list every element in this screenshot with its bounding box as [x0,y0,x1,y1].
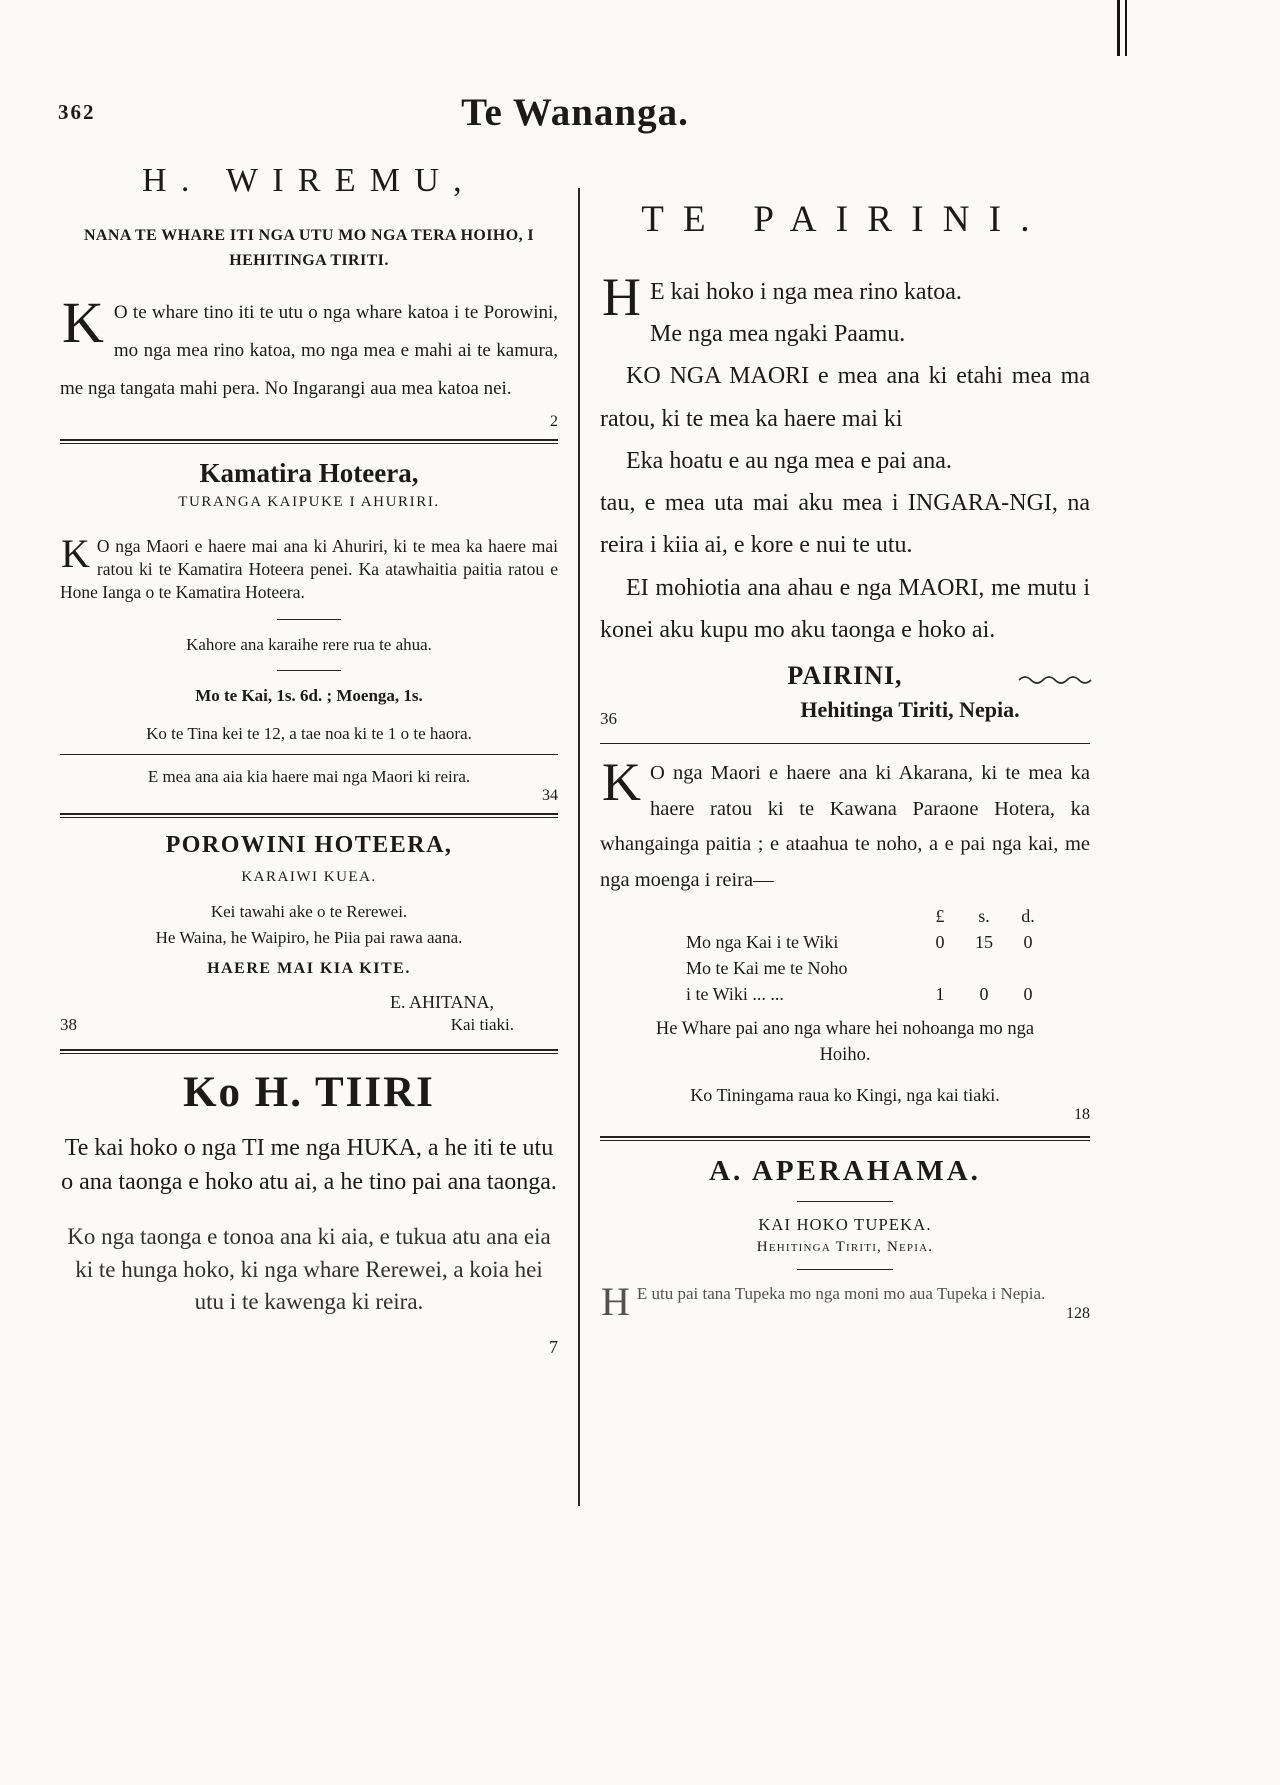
price-row-pence: 0 [1023,931,1033,952]
currency-pound: £ [935,905,945,926]
price-row [686,929,1090,955]
hotel-caretakers: Ko Tiningama raua ko Kingi, nga kai tiaki. [690,1084,1000,1105]
price-row [686,981,1090,1007]
ad-aperahama [600,1155,1090,1323]
ad-tiiri-para2: Ko nga taonga e tonoa ana ki aia, e tukua atu ana eia ki te hunga hoko, ki nga whare Rerewei, a koia hei utu i te kawenga ki reira. [67,1224,551,1315]
ad-pairini-p2: Me nga mea ngaki Paamu. [650,321,906,348]
ad-aperahama-line2: Hehitinga Tiriti, Nepia. [756,1238,934,1255]
ad-tiiri-ref: 7 [549,1337,558,1358]
ad-porowini-subtitle: KARAIWI KUEA. [241,869,377,885]
price-table-header-spacer [686,903,918,929]
ad-aperahama-title: A. APERAHAMA. [709,1154,981,1187]
price-row-pounds: 1 [935,984,945,1005]
ad-kamatira-line2: Mo te Kai, 1s. 6d. ; Moenga, 1s. [195,686,423,705]
rule [60,754,558,755]
rule [60,813,558,818]
rule [60,1049,558,1054]
price-row-shillings: 15 [975,931,993,952]
ad-kamatira-line4: E mea ana aia kia haere mai nga Maori ki reira. [147,767,471,786]
ad-kamatira-ref: 34 [542,787,558,804]
dropcap-h: H [601,1278,630,1324]
ad-kamatira-body [60,530,558,604]
scan-artifact-corner [1117,0,1127,56]
rule [797,1269,893,1270]
rule [600,743,1090,744]
ad-porowini-line2: He Waina, he Waipiro, he Piia pai rawa aana. [155,928,463,947]
ad-porowini [60,832,558,1054]
ad-kamatira-line1: Kahore ana karaihe rere rua te ahua. [186,635,432,654]
currency-shilling: s. [978,905,990,926]
ad-aperahama-line1: KAI HOKO TUPEKA. [758,1214,932,1234]
rule [277,670,341,671]
price-row-pence [1006,955,1050,981]
price-row-pounds [918,955,962,981]
hotel-note [600,1017,1090,1069]
ad-pairini-ref: 36 [600,709,617,729]
dropcap-k: K [602,752,641,813]
ad-porowini-ref: 38 [60,1015,77,1034]
ad-kamatira-body-text: O nga Maori e haere mai ana ki Ahuriri, ki te mea ka haere mai ratou ki te Kamatira Hoteera penei. Ka atawhaitia paitia ratou e Hone Ianga o te Kamatira Hoteera. [60,535,558,602]
ad-tiiri-title: Ko H. TIIRI [183,1069,435,1116]
ad-wiremu-body-text: O te whare tino iti te utu o nga whare katoa i te Porowini, mo nga mea rino katoa, mo nga mea e mahi ai te kamura, me nga tangata mahi pera. No Ingarangi aua mea katoa nei. [60,301,558,400]
ad-wiremu-title: H. WIREMU, [142,162,476,199]
ad-kawana-hotel [600,752,1090,1141]
ad-pairini-title: TE PAIRINI. [641,199,1049,240]
ad-pairini [600,198,1090,744]
hotel-body-text: O nga Maori e haere ana ki Akarana, ki te mea ka haere ratou ki te Kawana Paraone Hotera, ka whangainga paitia ; e ataahua te noho, a e pai nga kai, me nga moenga i reira— [600,762,1090,892]
ad-porowini-role: Kai tiaki. [450,1015,514,1034]
ad-tiiri-para1: Te kai hoko o nga TI me nga HUKA, a he iti te utu o ana taonga e hoko atu ai, a he tino pai ana taonga. [61,1135,557,1196]
ad-kamatira-title: Kamatira Hoteera, [199,457,419,488]
ad-pairini-p1: E kai hoko i nga mea rino katoa. [650,279,962,305]
ad-wiremu-subtitle: NANA TE WHARE ITI NGA UTU MO NGA TERA HOIHO, I HEHITINGA TIRITI. [83,227,535,269]
price-row-pence: 0 [1023,984,1033,1005]
hotel-note-line2: Hoiho. [819,1045,871,1065]
hotel-note-line1: He Whare pai ano nga whare hei nohoanga mo nga [655,1019,1035,1040]
ad-porowini-line1: Kei tawahi ake o te Rerewei. [210,902,408,921]
ad-porowini-footer [60,1013,558,1041]
price-row-pounds: 0 [935,931,945,952]
dropcap-k: K [61,530,90,576]
ad-pairini-p4: Eka hoatu e au nga mea e pai ana. [626,447,952,474]
ad-pairini-signature: PAIRINI, [787,661,903,691]
rule [797,1201,893,1202]
ad-kamatira [60,458,558,818]
column-divider-rule [578,188,580,1506]
ad-wiremu [60,162,558,444]
ad-porowini-call: HAERE MAI KIA KITE. [207,960,411,977]
ad-pairini-lead [600,267,1090,355]
ad-tiiri [60,1068,558,1358]
rule [277,619,341,620]
ad-aperahama-ref: 128 [1066,1304,1090,1322]
ad-pairini-address: Hehitinga Tiriti, Nepia. [800,697,1020,723]
price-table [686,903,1090,1007]
ad-pairini-body [600,267,1090,651]
ad-pairini-p3: KO NGA MAORI e mea ana ki etahi mea ma ratou, ki te mea ka haere mai ki [600,363,1090,432]
ad-pairini-p5: tau, e mea uta mai aku mea i INGARA-NGI, na reira i kiia ai, e kore e nui te utu. [600,490,1090,559]
rule [60,439,558,444]
right-column [600,192,1090,1323]
hotel-body [600,752,1090,899]
ad-kamatira-subtitle: TURANGA KAIPUKE I AHURIRI. [178,493,440,510]
price-row-shillings [962,955,1006,981]
hotel-ref: 18 [1074,1105,1090,1123]
dropcap-h: H [602,267,641,327]
ad-pairini-p6: EI mohiotia ana ahau e nga MAORI, me mutu i konei aku kupu mo aku taonga e hoko ai. [600,574,1090,643]
price-table-header [686,903,1090,929]
price-row-label: i te Wiki ... ... [686,984,784,1005]
ad-wiremu-body [60,289,558,409]
price-row-shillings: 0 [979,984,989,1005]
currency-pence: d. [1021,905,1035,926]
ad-aperahama-body-text: E utu pai tana Tupeka mo nga moni mo aua Tupeka i Nepia. [636,1283,1046,1303]
dropcap-k: K [62,289,104,355]
ad-porowini-title: POROWINI HOTEERA, [165,832,453,858]
ad-wiremu-ref: 2 [550,412,558,430]
left-column [60,158,558,1358]
price-row-label: Mo nga Kai i te Wiki [686,931,839,952]
rule [600,1136,1090,1141]
page-number: 362 [58,100,96,124]
ad-porowini-signature: E. AHITANA, [389,992,494,1012]
price-row [686,955,1090,981]
masthead-title: Te Wananga. [461,91,689,134]
ad-kamatira-line3: Ko te Tina kei te 12, a tae noa ki te 1 o te haora. [146,724,472,743]
price-row-label: Mo te Kai me te Noho [686,957,848,978]
